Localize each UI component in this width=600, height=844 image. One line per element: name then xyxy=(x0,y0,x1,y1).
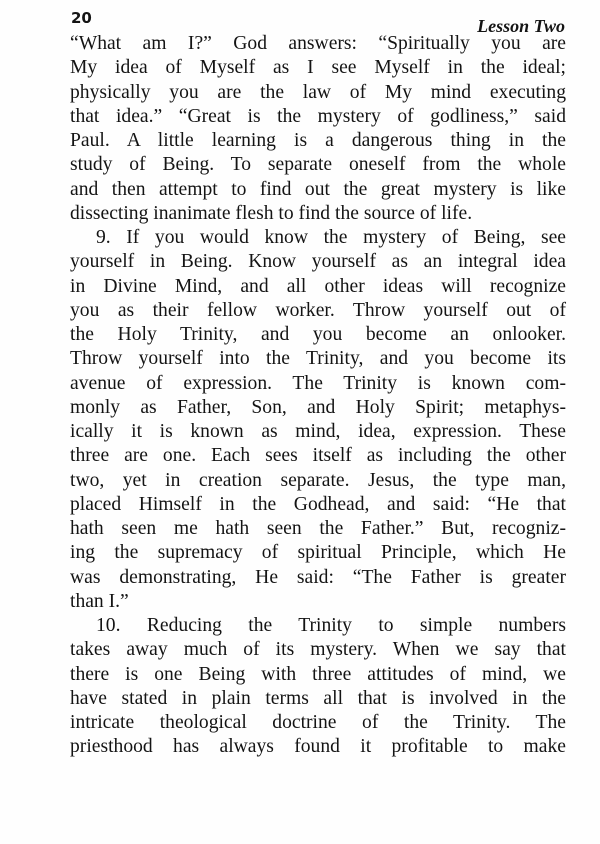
paragraph-9 xyxy=(70,226,566,614)
page-number: 20 xyxy=(71,9,92,27)
text-line: Paul. A little learning is a dangerous thing in the xyxy=(70,130,566,151)
text-line: takes away much of its mystery. When we say that xyxy=(70,639,566,661)
text-line: ically it is known as mind, idea, expression. These xyxy=(70,421,566,442)
text-line: hath seen me hath seen the Father.” But, recogniz- xyxy=(70,518,566,539)
text-line: yourself in Being. Know yourself as an integral idea xyxy=(70,251,566,273)
text-line: the Holy Trinity, and you become an onlooker. xyxy=(70,324,566,345)
text-line: you as their fellow worker. Throw yourself out of xyxy=(70,299,566,321)
text-line: priesthood has always found it profitable to make xyxy=(70,736,566,758)
text-line: avenue of expression. The Trinity is known com- xyxy=(70,372,566,394)
text-line: intricate theological doctrine of the Trinity. The xyxy=(70,712,566,733)
text-line: ing the supremacy of spiritual Principle, which He xyxy=(70,542,566,564)
chapter-title: Lesson Two xyxy=(477,16,565,36)
text-line: dissecting inanimate flesh to find the source of life. xyxy=(70,202,473,224)
text-line: and then attempt to find out the great mystery is like xyxy=(70,178,566,200)
text-line: study of Being. To separate oneself from the whole xyxy=(70,154,566,176)
text-line: My idea of Myself as I see Myself in the ideal; xyxy=(70,57,566,79)
text-line: physically you are the law of My mind executing xyxy=(70,81,566,103)
text-line: monly as Father, Son, and Holy Spirit; metaphys- xyxy=(70,396,566,418)
text-line: two, yet in creation separate. Jesus, the type man, xyxy=(70,469,566,491)
text-line: in Divine Mind, and all other ideas will recognize xyxy=(70,275,566,297)
text-line: than I.” xyxy=(70,590,129,612)
paragraph-continuation xyxy=(70,32,566,226)
text-line: 9. If you would know the mystery of Being, see xyxy=(96,227,566,248)
text-line: was demonstrating, He said: “The Father is greater xyxy=(70,566,566,588)
text-line: have stated in plain terms all that is involved in the xyxy=(70,687,566,709)
paragraph-10 xyxy=(70,614,566,760)
text-line: “What am I?” God answers: “Spiritually you are xyxy=(70,33,566,54)
text-line: placed Himself in the Godhead, and said: “He that xyxy=(70,493,566,515)
text-line: Throw yourself into the Trinity, and you become its xyxy=(70,348,566,370)
text-line: 10. Reducing the Trinity to simple numbers xyxy=(96,615,566,636)
text-line: there is one Being with three attitudes of mind, we xyxy=(70,663,566,685)
text-line: that idea.” “Great is the mystery of godliness,” said xyxy=(70,105,566,127)
text-line: three are one. Each sees itself as including the other xyxy=(70,445,566,467)
body-text xyxy=(70,32,566,760)
